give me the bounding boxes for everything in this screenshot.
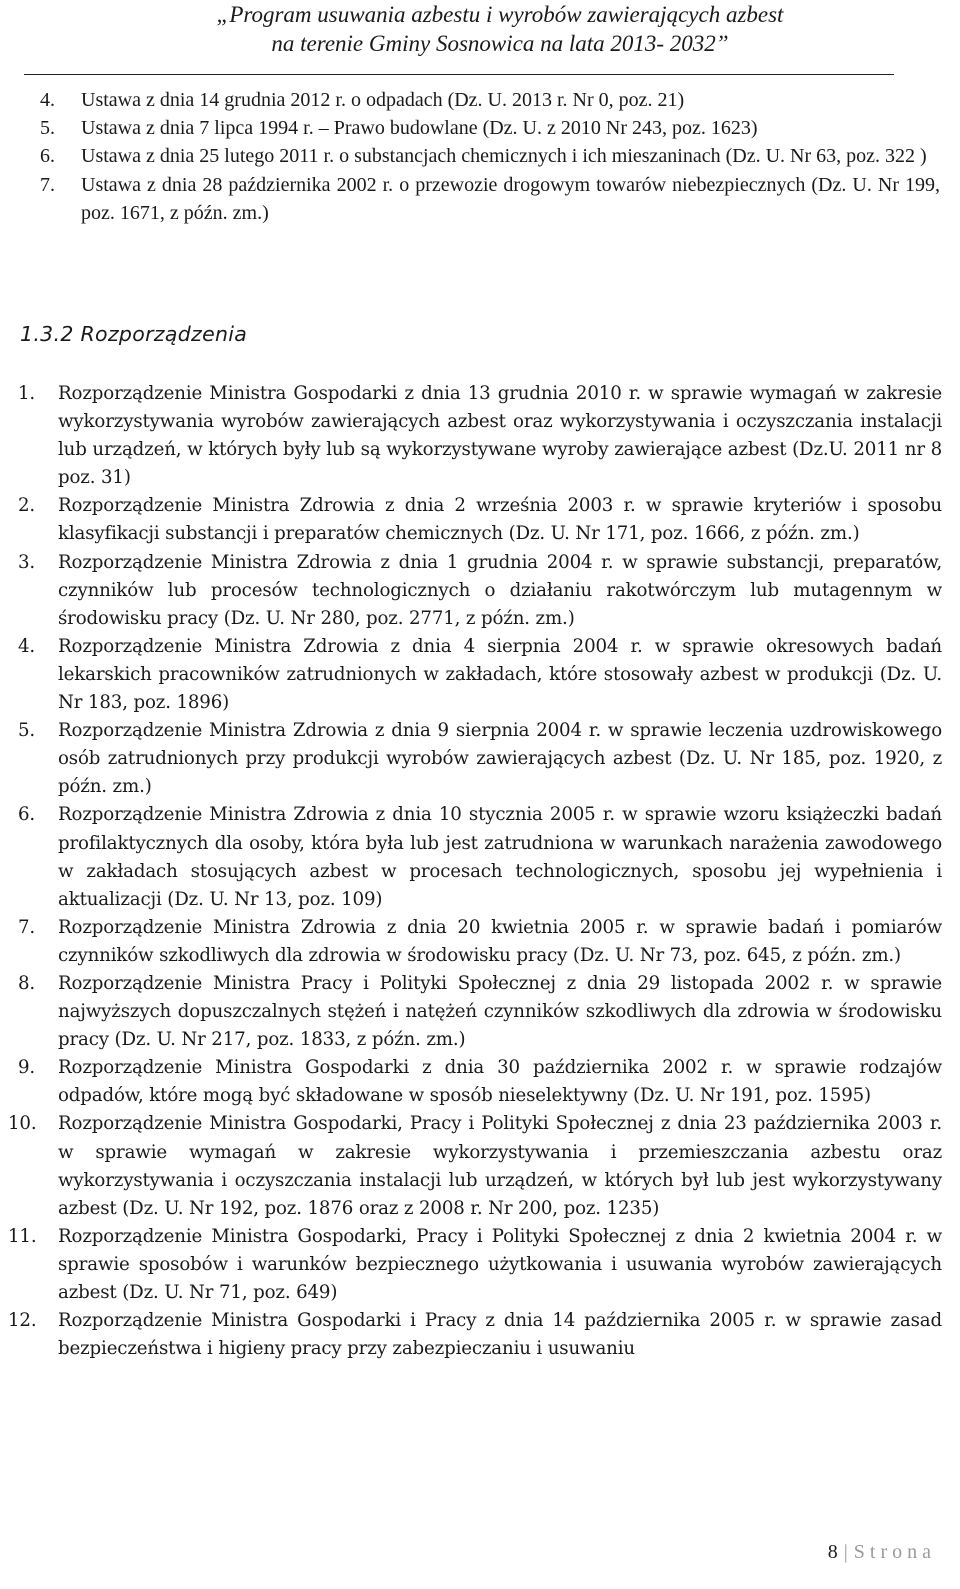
item-text: Rozporządzenie Ministra Zdrowia z dnia 20 kwietnia 2005 r. w sprawie badań i pomiarów czynników szkodliwych dla zdrowia w środowisku pracy (Dz. U. Nr 73, poz. 645, z późn. zm.): [58, 916, 942, 966]
item-text: Rozporządzenie Ministra Gospodarki i Pracy z dnia 14 października 2005 r. w sprawie zasad bezpieczeństwa i higieny pracy przy zabezpieczaniu i usuwaniu: [58, 1310, 942, 1360]
list-item: [18, 1054, 942, 1110]
footer-separator: |: [843, 1541, 848, 1563]
item-number: 12.: [8, 1310, 37, 1332]
list-item: [18, 914, 942, 970]
page-footer: [828, 1541, 936, 1564]
item-number: 9.: [18, 1057, 36, 1079]
laws-list: [40, 86, 940, 227]
header-divider: [24, 74, 894, 75]
list-item: [40, 142, 940, 170]
list-item: [40, 114, 940, 142]
list-item: [18, 717, 942, 801]
list-item: [8, 1110, 942, 1222]
item-text: Rozporządzenie Ministra Gospodarki, Pracy i Polityki Społecznej z dnia 2 kwietnia 2004 r. w sprawie sposobów i warunków bezpiecznego użytkowania i usuwania wyrobów zawierających azbest (Dz. U. Nr 71, poz. 649): [58, 1225, 942, 1303]
list-item: [40, 86, 940, 114]
item-text: Rozporządzenie Ministra Pracy i Polityki Społecznej z dnia 29 listopada 2002 r. w sprawie najwyższych dopuszczalnych stężeń i natężeń czynników szkodliwych dla zdrowia w środowisku pracy (Dz. U. Nr 217, poz. 1833, z późn. zm.): [58, 972, 942, 1051]
item-number: 3.: [18, 551, 36, 573]
page-header: [170, 0, 830, 58]
list-item: [18, 633, 942, 717]
list-item: [18, 380, 942, 492]
page-number: 8: [827, 1541, 838, 1563]
regulations-list: [8, 380, 942, 1363]
item-text: Rozporządzenie Ministra Gospodarki z dnia 30 października 2002 r. w sprawie rodzajów odpadów, które mogą być składowane w sposób nieselektywny (Dz. U. Nr 191, poz. 1595): [58, 1057, 942, 1107]
item-text: Rozporządzenie Ministra Gospodarki z dnia 13 grudnia 2010 r. w sprawie wymagań w zakresie wykorzystywania wyrobów zawierających azbest oraz wykorzystywania i oczyszczania instalacji lub urządzeń, w których były lub są wykorzystywane wyroby zawierające azbest (Dz.U. 2011 nr 8 poz. 31): [58, 383, 942, 489]
item-text: Ustawa z dnia 14 grudnia 2012 r. o odpadach (Dz. U. 2013 r. Nr 0, poz. 21): [81, 89, 685, 111]
item-number: 4.: [40, 89, 55, 111]
header-title-line-2: na terenie Gminy Sosnowica na lata 2013- 2032”: [271, 31, 729, 56]
item-text: Rozporządzenie Ministra Zdrowia z dnia 10 stycznia 2005 r. w sprawie wzoru książeczki badań profilaktycznych dla osoby, która była lub jest zatrudniona w warunkach narażenia zawodowego w zakładach stosujących azbest w procesach technologicznych, sposobu jej wypełnienia i aktualizacji (Dz. U. Nr 13, poz. 109): [58, 804, 942, 910]
item-number: 2.: [18, 495, 36, 517]
item-number: 5.: [40, 117, 55, 140]
header-title-line-1: „Program usuwania azbestu i wyrobów zawierających azbest: [216, 2, 784, 27]
item-number: 8.: [18, 972, 36, 994]
item-text: Rozporządzenie Ministra Zdrowia z dnia 9 sierpnia 2004 r. w sprawie leczenia uzdrowiskowego osób zatrudnionych przy produkcji wyrobów zawierających azbest (Dz. U. Nr 185, poz. 1920, z późn. zm.): [58, 720, 942, 798]
item-text: Rozporządzenie Ministra Zdrowia z dnia 2 września 2003 r. w sprawie kryteriów i sposobu klasyfikacji substancji i preparatów chemicznych (Dz. U. Nr 171, poz. 1666, z późn. zm.): [58, 495, 942, 545]
item-text: Ustawa z dnia 7 lipca 1994 r. – Prawo budowlane (Dz. U. z 2010 Nr 243, poz. 1623): [81, 117, 758, 140]
item-text: Rozporządzenie Ministra Zdrowia z dnia 4 sierpnia 2004 r. w sprawie okresowych badań lekarskich pracowników zatrudnionych w zakładach, które stosowały azbest w produkcji (Dz. U. Nr 183, poz. 1896): [58, 635, 942, 714]
list-item: [8, 1223, 942, 1307]
list-item: [18, 549, 942, 633]
list-item: [18, 801, 942, 913]
item-number: 1.: [18, 383, 36, 404]
item-number: 4.: [18, 635, 36, 657]
item-number: 10.: [8, 1113, 37, 1135]
section-heading: 1.3.2 Rozporządzenia: [20, 322, 248, 346]
item-text: Rozporządzenie Ministra Gospodarki, Pracy i Polityki Społecznej z dnia 23 października 2003 r. w sprawie wymagań w zakresie wykorzystywania i przemieszczania azbestu oraz wykorzystywania i oczyszczania instalacji lub urządzeń, w których był lub jest wykorzystywany azbest (Dz. U. Nr 192, poz. 1876 oraz z 2008 r. Nr 200, poz. 1235): [58, 1113, 942, 1219]
item-number: 7.: [18, 916, 36, 938]
item-number: 6.: [40, 145, 55, 168]
item-text: Ustawa z dnia 28 października 2002 r. o przewozie drogowym towarów niebezpiecznych (Dz. U. Nr 199, poz. 1671, z późn. zm.): [81, 173, 940, 224]
list-item: [18, 970, 942, 1054]
item-number: 5.: [18, 720, 36, 742]
list-item: [8, 1307, 942, 1363]
list-item: [40, 171, 940, 227]
item-number: 11.: [8, 1225, 37, 1247]
item-text: Rozporządzenie Ministra Zdrowia z dnia 1 grudnia 2004 r. w sprawie substancji, preparatów, czynników lub procesów technologicznych o działaniu rakotwórczym lub mutagennym w środowisku pracy (Dz. U. Nr 280, poz. 2771, z późn. zm.): [58, 551, 942, 629]
list-item: [18, 492, 942, 548]
item-number: 7.: [40, 173, 55, 196]
item-text: Ustawa z dnia 25 lutego 2011 r. o substancjach chemicznych i ich mieszaninach (Dz. U. Nr 63, poz. 322 ): [81, 145, 927, 168]
item-number: 6.: [18, 804, 36, 826]
page-label: Strona: [853, 1541, 936, 1563]
